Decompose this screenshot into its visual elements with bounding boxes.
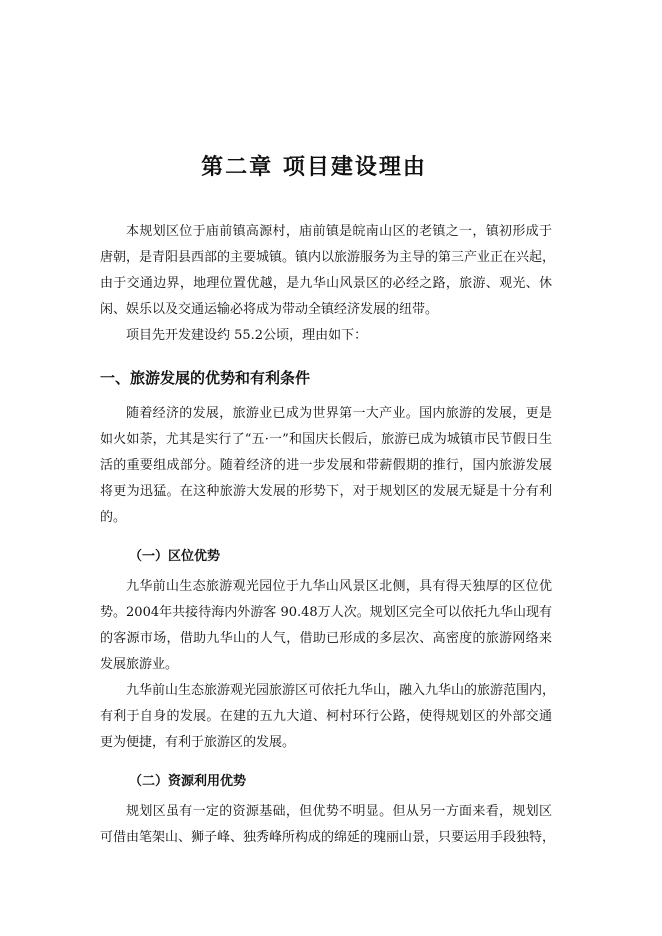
intro-p1-line-4: 闲、娱乐以及交通运输必将成为带动全镇经济发展的纽带。 [100, 302, 439, 317]
section1-p1-line-4: 将更为迅猛。在这种旅游大发展的形势下，对于规划区的发展无疑是十分有利 [100, 484, 552, 499]
subsection-heading-location: （一）区位优势 [129, 549, 221, 564]
chapter-title: 第二章 项目建设理由 [201, 154, 427, 180]
sub1-p2-line-3: 更为便捷，有利于旅游区的发展。 [100, 735, 296, 750]
intro-p1-line-2: 唐朝，是青阳县西部的主要城镇。镇内以旅游服务为主导的第三产业正在兴起， [100, 250, 556, 265]
section-heading-tourism: 一、旅游发展的优势和有利条件 [100, 369, 311, 387]
sub2-p1-line-2: 可借由笔架山、狮子峰、独秀峰所构成的绵延的瑰丽山景，只要运用手段独特， [100, 830, 556, 845]
section1-p1-line-3: 活的重要组成部分。随着经济的进一步发展和带薪假期的推行，国内旅游发展 [100, 458, 552, 473]
intro-p1-line-3: 由于交通边界，地理位置优越，是九华山风景区的必经之路，旅游、观光、休 [100, 276, 552, 291]
section1-p1-line-5: 的。 [100, 510, 127, 525]
sub2-p1-line-1: 规划区虽有一定的资源基础，但优势不明显。但从另一方面来看，规划区 [126, 804, 552, 819]
intro-p2: 项目先开发建设约 55.2公顷，理由如下： [126, 328, 368, 343]
sub1-p1-line-4: 发展旅游业。 [100, 657, 179, 672]
section1-p1-line-2: 如火如荼，尤其是实行了“五·一”和国庆长假后，旅游已成为城镇市民节假日生 [100, 432, 552, 447]
sub1-p2-line-1: 九华前山生态旅游观光园旅游区可依托九华山，融入九华山的旅游范围内， [126, 683, 556, 698]
intro-p1-line-1: 本规划区位于庙前镇高源村，庙前镇是皖南山区的老镇之一，镇初形成于 [126, 224, 552, 239]
subsection-heading-resources: （二）资源利用优势 [129, 774, 247, 789]
sub1-p2-line-2: 有利于自身的发展。在建的五九大道、柯村环行公路，使得规划区的外部交通 [100, 709, 552, 724]
sub1-p1-line-1: 九华前山生态旅游观光园位于九华山风景区北侧，具有得天独厚的区位优 [126, 579, 552, 594]
sub1-p1-line-2: 势。2004年共接待海内外游客 90.48万人次。规划区完全可以依托九华山现有 [100, 605, 552, 620]
section1-p1-line-1: 随着经济的发展，旅游业已成为世界第一大产业。国内旅游的发展，更是 [126, 406, 552, 421]
sub1-p1-line-3: 的客源市场，借助九华山的人气，借助已形成的多层次、高密度的旅游网络来 [100, 631, 552, 646]
